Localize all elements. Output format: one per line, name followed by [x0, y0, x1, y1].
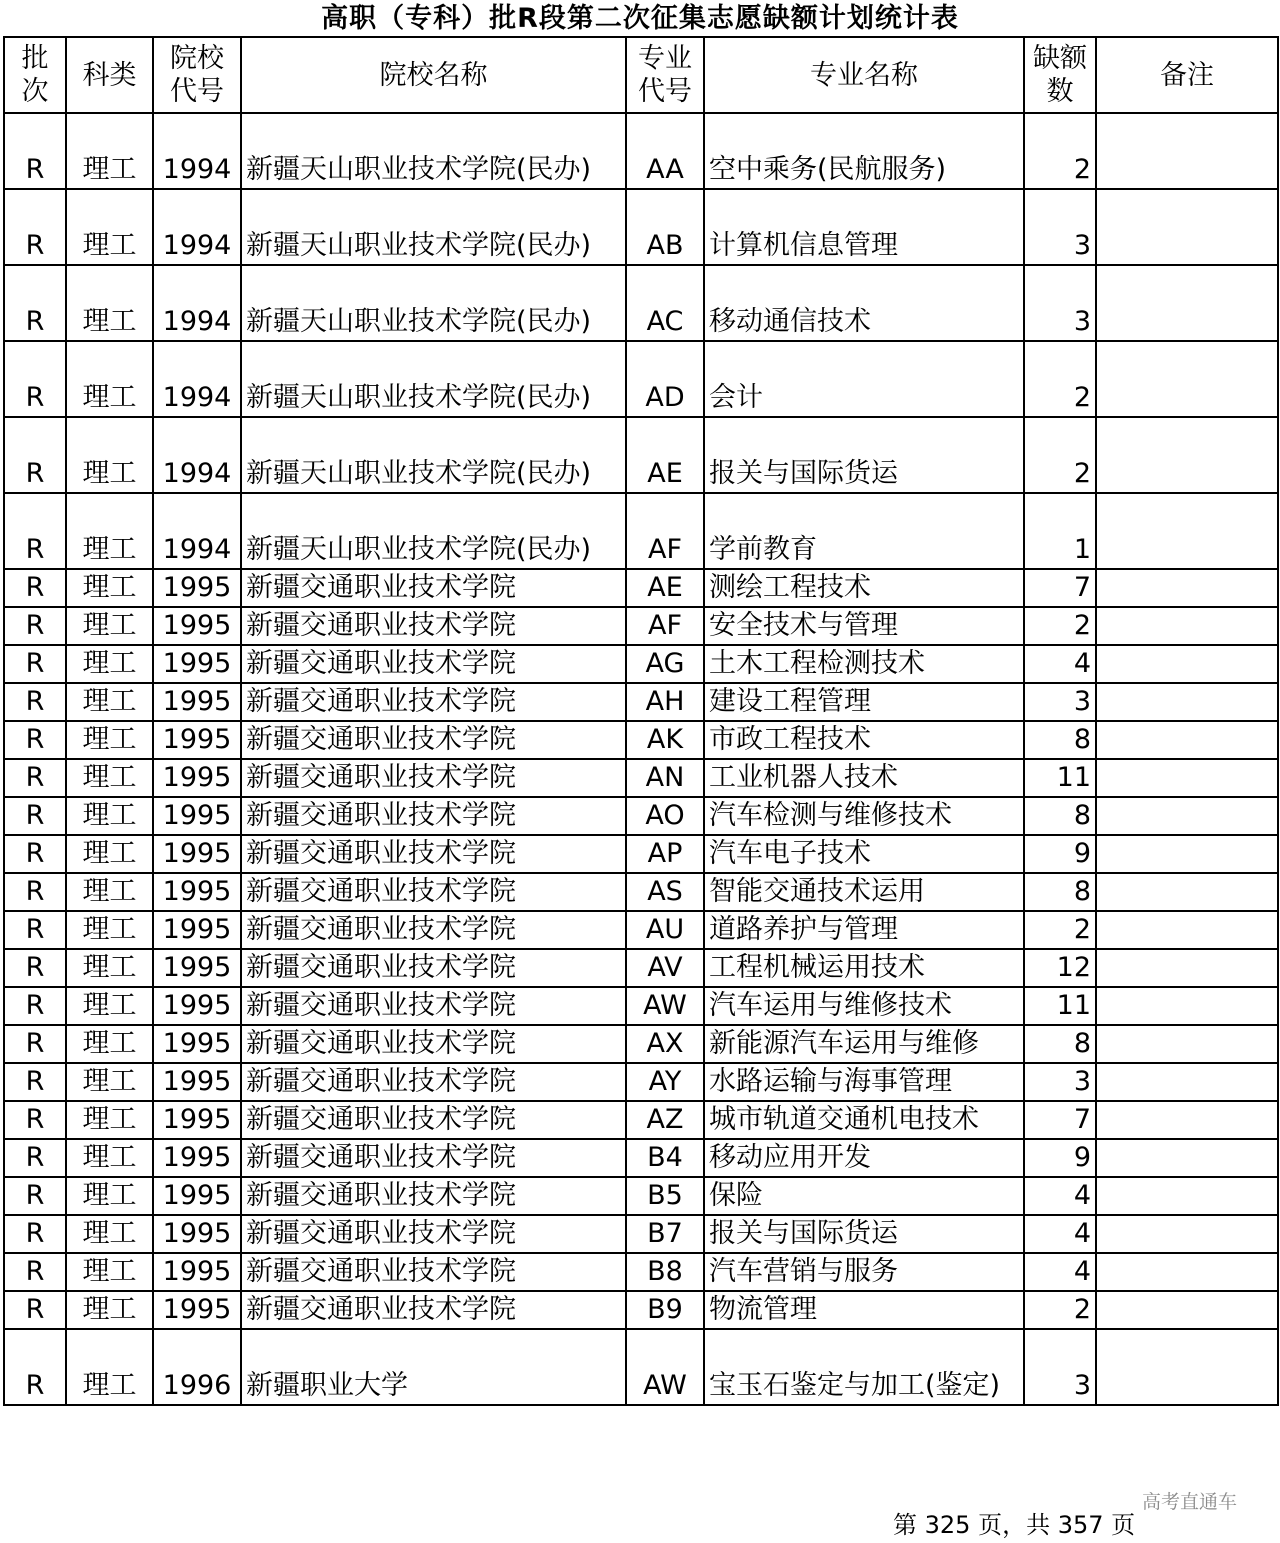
table-row — [4, 341, 1278, 417]
cell-major-name: 工程机械运用技术 — [704, 949, 1024, 987]
cell-major-name: 智能交通技术运用 — [704, 873, 1024, 911]
cell-remark — [1096, 607, 1278, 645]
cell-major-name: 报关与国际货运 — [704, 1215, 1024, 1253]
cell-category: 理工 — [66, 797, 153, 835]
cell-school-name: 新疆交通职业技术学院 — [241, 1139, 626, 1177]
watermark-text: 高考直通车 — [1142, 1491, 1238, 1513]
cell-major-code: B8 — [626, 1253, 704, 1291]
cell-vacancy: 3 — [1024, 1329, 1096, 1405]
cell-major-code: AP — [626, 835, 704, 873]
cell-major-code: B5 — [626, 1177, 704, 1215]
cell-major-code: B4 — [626, 1139, 704, 1177]
cell-category: 理工 — [66, 113, 153, 189]
table-row — [4, 1025, 1278, 1063]
cell-batch: R — [4, 1253, 66, 1291]
cell-major-code: AE — [626, 417, 704, 493]
cell-school-name: 新疆职业大学 — [241, 1329, 626, 1405]
cell-major-code: AS — [626, 873, 704, 911]
cell-remark — [1096, 1101, 1278, 1139]
cell-remark — [1096, 493, 1278, 569]
cell-batch: R — [4, 683, 66, 721]
cell-remark — [1096, 1215, 1278, 1253]
cell-vacancy: 2 — [1024, 113, 1096, 189]
vacancy-table — [3, 36, 1279, 1406]
cell-major-code: AX — [626, 1025, 704, 1063]
cell-vacancy: 12 — [1024, 949, 1096, 987]
cell-school-name: 新疆天山职业技术学院(民办) — [241, 341, 626, 417]
cell-major-code: AF — [626, 493, 704, 569]
cell-major-code: AW — [626, 1329, 704, 1405]
cell-school-name: 新疆交通职业技术学院 — [241, 721, 626, 759]
cell-category: 理工 — [66, 1101, 153, 1139]
cell-category: 理工 — [66, 189, 153, 265]
cell-major-name: 移动通信技术 — [704, 265, 1024, 341]
cell-major-code: AG — [626, 645, 704, 683]
cell-vacancy: 1 — [1024, 493, 1096, 569]
table-row — [4, 569, 1278, 607]
cell-school-name: 新疆交通职业技术学院 — [241, 987, 626, 1025]
table-row — [4, 949, 1278, 987]
cell-batch: R — [4, 987, 66, 1025]
cell-major-code: B9 — [626, 1291, 704, 1329]
cell-vacancy: 11 — [1024, 759, 1096, 797]
cell-school-code: 1994 — [153, 493, 241, 569]
cell-school-code: 1995 — [153, 1215, 241, 1253]
cell-major-name: 汽车检测与维修技术 — [704, 797, 1024, 835]
cell-major-code: AN — [626, 759, 704, 797]
cell-remark — [1096, 1139, 1278, 1177]
cell-school-name: 新疆天山职业技术学院(民办) — [241, 113, 626, 189]
cell-remark — [1096, 911, 1278, 949]
cell-major-code: AH — [626, 683, 704, 721]
cell-school-code: 1995 — [153, 645, 241, 683]
cell-school-code: 1995 — [153, 683, 241, 721]
cell-major-code: AB — [626, 189, 704, 265]
cell-category: 理工 — [66, 645, 153, 683]
cell-batch: R — [4, 1291, 66, 1329]
cell-remark — [1096, 949, 1278, 987]
cell-school-code: 1994 — [153, 341, 241, 417]
table-row — [4, 1101, 1278, 1139]
cell-batch: R — [4, 835, 66, 873]
cell-remark — [1096, 873, 1278, 911]
cell-school-name: 新疆交通职业技术学院 — [241, 1215, 626, 1253]
cell-school-code: 1995 — [153, 949, 241, 987]
cell-remark — [1096, 645, 1278, 683]
cell-batch: R — [4, 189, 66, 265]
cell-school-name: 新疆交通职业技术学院 — [241, 759, 626, 797]
cell-major-name: 汽车运用与维修技术 — [704, 987, 1024, 1025]
cell-school-code: 1994 — [153, 113, 241, 189]
cell-major-code: AO — [626, 797, 704, 835]
table-row — [4, 1291, 1278, 1329]
cell-school-name: 新疆交通职业技术学院 — [241, 1253, 626, 1291]
cell-batch: R — [4, 1139, 66, 1177]
table-body — [4, 113, 1278, 1405]
cell-major-name: 物流管理 — [704, 1291, 1024, 1329]
cell-category: 理工 — [66, 607, 153, 645]
cell-category: 理工 — [66, 911, 153, 949]
cell-category: 理工 — [66, 987, 153, 1025]
header-batch: 批次 — [4, 37, 66, 113]
cell-category: 理工 — [66, 1139, 153, 1177]
cell-school-code: 1995 — [153, 607, 241, 645]
cell-batch: R — [4, 607, 66, 645]
cell-vacancy: 4 — [1024, 1177, 1096, 1215]
cell-major-name: 会计 — [704, 341, 1024, 417]
cell-school-code: 1996 — [153, 1329, 241, 1405]
cell-batch: R — [4, 1025, 66, 1063]
table-row — [4, 911, 1278, 949]
cell-school-code: 1995 — [153, 1253, 241, 1291]
table-row — [4, 683, 1278, 721]
cell-major-code: AD — [626, 341, 704, 417]
cell-vacancy: 7 — [1024, 569, 1096, 607]
cell-remark — [1096, 341, 1278, 417]
table-row — [4, 1329, 1278, 1405]
cell-major-name: 报关与国际货运 — [704, 417, 1024, 493]
table-row — [4, 607, 1278, 645]
cell-school-code: 1995 — [153, 987, 241, 1025]
cell-major-code: B7 — [626, 1215, 704, 1253]
header-remark: 备注 — [1096, 37, 1278, 113]
cell-vacancy: 2 — [1024, 911, 1096, 949]
cell-vacancy: 3 — [1024, 683, 1096, 721]
cell-batch: R — [4, 949, 66, 987]
cell-category: 理工 — [66, 569, 153, 607]
cell-vacancy: 2 — [1024, 1291, 1096, 1329]
table-row — [4, 835, 1278, 873]
table-row — [4, 873, 1278, 911]
cell-category: 理工 — [66, 417, 153, 493]
header-major-name: 专业名称 — [704, 37, 1024, 113]
cell-major-name: 建设工程管理 — [704, 683, 1024, 721]
cell-batch: R — [4, 417, 66, 493]
cell-category: 理工 — [66, 949, 153, 987]
cell-major-code: AY — [626, 1063, 704, 1101]
cell-major-name: 城市轨道交通机电技术 — [704, 1101, 1024, 1139]
cell-batch: R — [4, 341, 66, 417]
cell-school-name: 新疆交通职业技术学院 — [241, 873, 626, 911]
table-row — [4, 645, 1278, 683]
cell-school-code: 1995 — [153, 1139, 241, 1177]
cell-remark — [1096, 417, 1278, 493]
cell-vacancy: 8 — [1024, 873, 1096, 911]
cell-school-name: 新疆交通职业技术学院 — [241, 1101, 626, 1139]
table-row — [4, 1177, 1278, 1215]
cell-category: 理工 — [66, 1329, 153, 1405]
header-major-code: 专业代号 — [626, 37, 704, 113]
cell-school-code: 1995 — [153, 835, 241, 873]
cell-remark — [1096, 1063, 1278, 1101]
cell-remark — [1096, 759, 1278, 797]
cell-category: 理工 — [66, 1063, 153, 1101]
cell-remark — [1096, 683, 1278, 721]
cell-school-code: 1994 — [153, 417, 241, 493]
cell-school-name: 新疆交通职业技术学院 — [241, 1063, 626, 1101]
cell-school-code: 1995 — [153, 1291, 241, 1329]
cell-school-code: 1995 — [153, 721, 241, 759]
cell-vacancy: 2 — [1024, 607, 1096, 645]
header-category: 科类 — [66, 37, 153, 113]
cell-category: 理工 — [66, 683, 153, 721]
cell-school-name: 新疆交通职业技术学院 — [241, 569, 626, 607]
cell-vacancy: 3 — [1024, 1063, 1096, 1101]
cell-category: 理工 — [66, 493, 153, 569]
cell-major-name: 测绘工程技术 — [704, 569, 1024, 607]
cell-major-name: 工业机器人技术 — [704, 759, 1024, 797]
page-title: 高职（专科）批R段第二次征集志愿缺额计划统计表 — [321, 3, 959, 34]
cell-batch: R — [4, 1177, 66, 1215]
cell-major-name: 计算机信息管理 — [704, 189, 1024, 265]
cell-category: 理工 — [66, 759, 153, 797]
cell-batch: R — [4, 113, 66, 189]
cell-remark — [1096, 721, 1278, 759]
cell-school-name: 新疆交通职业技术学院 — [241, 1291, 626, 1329]
cell-school-name: 新疆交通职业技术学院 — [241, 1025, 626, 1063]
cell-school-code: 1995 — [153, 759, 241, 797]
cell-major-name: 汽车营销与服务 — [704, 1253, 1024, 1291]
cell-major-name: 保险 — [704, 1177, 1024, 1215]
cell-category: 理工 — [66, 1025, 153, 1063]
cell-category: 理工 — [66, 1291, 153, 1329]
cell-category: 理工 — [66, 873, 153, 911]
cell-major-code: AW — [626, 987, 704, 1025]
cell-school-code: 1995 — [153, 569, 241, 607]
cell-school-name: 新疆交通职业技术学院 — [241, 911, 626, 949]
cell-major-name: 安全技术与管理 — [704, 607, 1024, 645]
cell-batch: R — [4, 911, 66, 949]
table-row — [4, 1139, 1278, 1177]
cell-vacancy: 11 — [1024, 987, 1096, 1025]
cell-major-name: 学前教育 — [704, 493, 1024, 569]
cell-major-code: AC — [626, 265, 704, 341]
page-number: 第 325 页，共 357 页 — [893, 1511, 1136, 1539]
cell-batch: R — [4, 873, 66, 911]
cell-major-name: 空中乘务(民航服务) — [704, 113, 1024, 189]
cell-remark — [1096, 1177, 1278, 1215]
cell-batch: R — [4, 721, 66, 759]
table-row — [4, 493, 1278, 569]
cell-category: 理工 — [66, 341, 153, 417]
cell-school-name: 新疆交通职业技术学院 — [241, 797, 626, 835]
table-row — [4, 1253, 1278, 1291]
cell-school-code: 1995 — [153, 1025, 241, 1063]
table-row — [4, 759, 1278, 797]
cell-remark — [1096, 113, 1278, 189]
cell-major-name: 宝玉石鉴定与加工(鉴定) — [704, 1329, 1024, 1405]
cell-category: 理工 — [66, 1177, 153, 1215]
table-row — [4, 265, 1278, 341]
table-row — [4, 417, 1278, 493]
cell-school-name: 新疆天山职业技术学院(民办) — [241, 493, 626, 569]
table-row — [4, 797, 1278, 835]
cell-vacancy: 4 — [1024, 1253, 1096, 1291]
cell-school-code: 1994 — [153, 189, 241, 265]
header-school-name: 院校名称 — [241, 37, 626, 113]
cell-school-code: 1995 — [153, 1101, 241, 1139]
cell-major-code: AU — [626, 911, 704, 949]
cell-major-code: AA — [626, 113, 704, 189]
cell-school-name: 新疆交通职业技术学院 — [241, 683, 626, 721]
cell-vacancy: 4 — [1024, 645, 1096, 683]
cell-vacancy: 2 — [1024, 341, 1096, 417]
table-row — [4, 1063, 1278, 1101]
cell-major-name: 水路运输与海事管理 — [704, 1063, 1024, 1101]
cell-batch: R — [4, 1063, 66, 1101]
cell-remark — [1096, 569, 1278, 607]
cell-vacancy: 3 — [1024, 265, 1096, 341]
cell-school-name: 新疆交通职业技术学院 — [241, 645, 626, 683]
cell-vacancy: 8 — [1024, 1025, 1096, 1063]
cell-vacancy: 7 — [1024, 1101, 1096, 1139]
cell-school-name: 新疆交通职业技术学院 — [241, 835, 626, 873]
cell-category: 理工 — [66, 265, 153, 341]
table-header-row — [4, 37, 1278, 113]
cell-remark — [1096, 189, 1278, 265]
cell-school-name: 新疆天山职业技术学院(民办) — [241, 189, 626, 265]
cell-remark — [1096, 1329, 1278, 1405]
cell-batch: R — [4, 1215, 66, 1253]
cell-major-code: AF — [626, 607, 704, 645]
cell-school-name: 新疆天山职业技术学院(民办) — [241, 417, 626, 493]
cell-batch: R — [4, 493, 66, 569]
cell-batch: R — [4, 645, 66, 683]
cell-vacancy: 9 — [1024, 1139, 1096, 1177]
cell-remark — [1096, 1291, 1278, 1329]
cell-major-name: 道路养护与管理 — [704, 911, 1024, 949]
cell-school-code: 1995 — [153, 873, 241, 911]
cell-school-code: 1995 — [153, 1063, 241, 1101]
cell-remark — [1096, 987, 1278, 1025]
cell-category: 理工 — [66, 721, 153, 759]
cell-remark — [1096, 1253, 1278, 1291]
cell-major-name: 新能源汽车运用与维修 — [704, 1025, 1024, 1063]
cell-remark — [1096, 265, 1278, 341]
cell-school-name: 新疆交通职业技术学院 — [241, 949, 626, 987]
cell-major-name: 汽车电子技术 — [704, 835, 1024, 873]
cell-major-code: AZ — [626, 1101, 704, 1139]
table-row — [4, 113, 1278, 189]
cell-vacancy: 2 — [1024, 417, 1096, 493]
cell-remark — [1096, 835, 1278, 873]
header-school-code: 院校代号 — [153, 37, 241, 113]
cell-major-name: 土木工程检测技术 — [704, 645, 1024, 683]
cell-vacancy: 9 — [1024, 835, 1096, 873]
cell-school-name: 新疆交通职业技术学院 — [241, 607, 626, 645]
cell-vacancy: 8 — [1024, 721, 1096, 759]
cell-vacancy: 3 — [1024, 189, 1096, 265]
cell-remark — [1096, 797, 1278, 835]
cell-batch: R — [4, 265, 66, 341]
table-row — [4, 987, 1278, 1025]
table-row — [4, 189, 1278, 265]
cell-batch: R — [4, 1329, 66, 1405]
table-row — [4, 1215, 1278, 1253]
cell-batch: R — [4, 569, 66, 607]
cell-major-name: 移动应用开发 — [704, 1139, 1024, 1177]
cell-category: 理工 — [66, 1253, 153, 1291]
cell-major-name: 市政工程技术 — [704, 721, 1024, 759]
cell-major-code: AE — [626, 569, 704, 607]
cell-school-code: 1994 — [153, 265, 241, 341]
cell-school-code: 1995 — [153, 797, 241, 835]
cell-major-code: AK — [626, 721, 704, 759]
cell-school-code: 1995 — [153, 911, 241, 949]
cell-batch: R — [4, 1101, 66, 1139]
cell-remark — [1096, 1025, 1278, 1063]
cell-category: 理工 — [66, 835, 153, 873]
cell-school-name: 新疆交通职业技术学院 — [241, 1177, 626, 1215]
cell-vacancy: 8 — [1024, 797, 1096, 835]
table-row — [4, 721, 1278, 759]
cell-major-code: AV — [626, 949, 704, 987]
cell-batch: R — [4, 797, 66, 835]
cell-category: 理工 — [66, 1215, 153, 1253]
cell-school-code: 1995 — [153, 1177, 241, 1215]
cell-vacancy: 4 — [1024, 1215, 1096, 1253]
cell-batch: R — [4, 759, 66, 797]
cell-school-name: 新疆天山职业技术学院(民办) — [241, 265, 626, 341]
header-vacancy: 缺额数 — [1024, 37, 1096, 113]
